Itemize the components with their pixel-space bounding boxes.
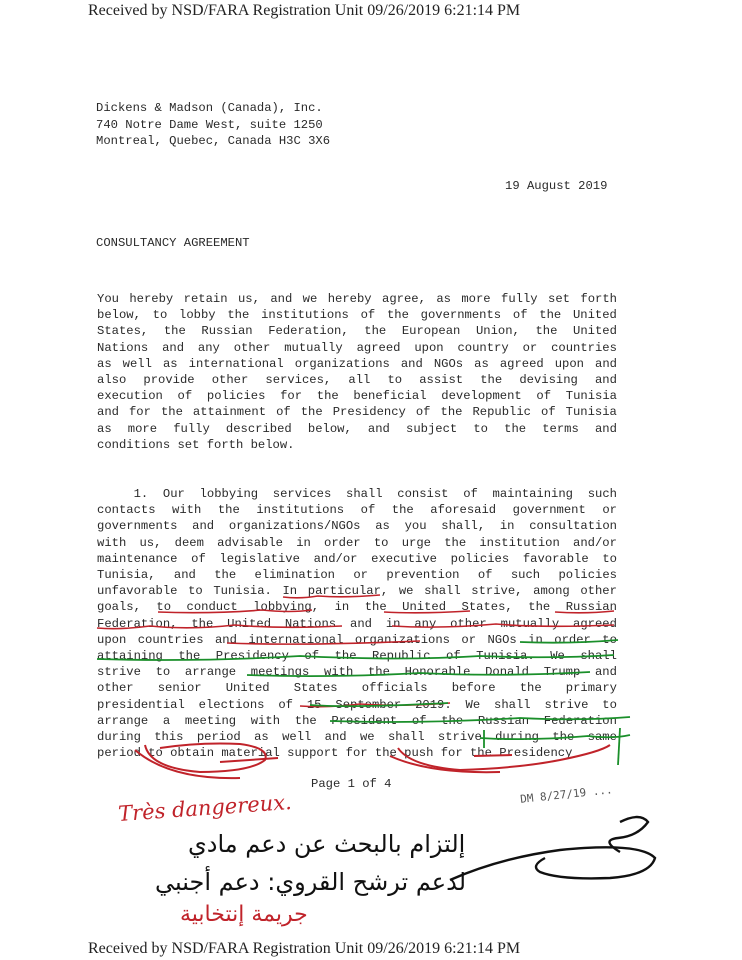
word: other: [97, 681, 134, 696]
word: of: [360, 308, 376, 323]
word: United: [402, 600, 447, 615]
word: consist: [397, 487, 449, 501]
word: agreed: [499, 356, 544, 371]
word: this: [154, 730, 184, 745]
word: Russian: [477, 713, 530, 728]
word: Russian: [201, 324, 253, 339]
word: the: [519, 681, 542, 696]
word: goals,: [97, 600, 141, 615]
word: lobby: [179, 308, 216, 323]
word: the: [552, 730, 575, 745]
word: during: [97, 730, 141, 745]
word: of: [411, 713, 427, 728]
word: such: [587, 487, 617, 501]
word: Nations: [97, 340, 149, 355]
word: or: [522, 340, 538, 355]
word: execution: [97, 389, 163, 404]
word: the: [191, 616, 214, 631]
word: Union,: [475, 324, 520, 339]
word: the: [386, 308, 409, 323]
word: consultation: [529, 519, 617, 534]
word: strive: [97, 665, 141, 680]
word: us,: [237, 292, 260, 306]
word: you: [404, 519, 427, 534]
word: the: [528, 600, 551, 615]
word: the: [444, 535, 467, 550]
word: more: [127, 421, 158, 436]
word: organizations: [294, 356, 390, 371]
handwritten-note-french: Très dangereux.: [117, 789, 293, 827]
word: such: [510, 568, 541, 583]
page-number: Page 1 of 4: [311, 777, 392, 791]
word: 2019.: [415, 697, 452, 712]
handwritten-note-arabic-2: لدعم ترشح القروي: دعم أجنبي: [155, 868, 467, 896]
word: President: [331, 713, 398, 728]
word: strive,: [471, 584, 523, 599]
word: well: [282, 730, 312, 745]
word: contacts: [97, 503, 156, 518]
word: Honorable: [404, 665, 471, 680]
word: the: [391, 503, 414, 518]
word: and: [192, 519, 215, 534]
word: the: [535, 324, 558, 339]
word: or: [353, 568, 368, 583]
word: to: [152, 308, 168, 323]
word: United: [225, 681, 270, 696]
word: and: [270, 292, 293, 306]
word: before: [451, 681, 496, 696]
word: and: [367, 421, 390, 436]
word: the: [294, 713, 317, 728]
word: agreed: [573, 616, 617, 631]
address-line-3: Montreal, Quebec, Canada H3C 3X6: [96, 134, 331, 148]
word: deem: [174, 535, 204, 550]
word: 1.: [97, 487, 149, 501]
word: to: [156, 600, 172, 615]
word: we: [398, 584, 414, 599]
word: arrange: [97, 713, 149, 728]
word: elections: [198, 697, 265, 712]
word: of: [512, 308, 528, 323]
paragraph2-line: period to obtain material support for the push for the Presidency: [97, 746, 573, 761]
word: in: [296, 535, 311, 550]
word: provide: [143, 373, 195, 388]
signature-mark: [450, 817, 655, 880]
word: fully: [173, 421, 210, 436]
word: meeting: [184, 713, 237, 728]
word: international: [248, 632, 344, 647]
word: and: [214, 632, 237, 647]
word: or: [602, 503, 617, 518]
word: the: [178, 649, 201, 664]
word: prevention: [386, 568, 460, 583]
word: retain: [183, 292, 228, 306]
word: aforesaid: [430, 503, 497, 518]
word: the: [441, 713, 464, 728]
word: also: [97, 373, 127, 388]
agreement-date: 19 August 2019: [505, 179, 608, 193]
word: Federation: [543, 713, 617, 728]
word: with: [324, 665, 354, 680]
word: the: [504, 421, 527, 436]
word: all: [348, 373, 371, 388]
word: as: [162, 356, 178, 371]
word: other: [211, 373, 249, 388]
word: organizations: [354, 632, 450, 647]
word: 15: [306, 697, 322, 712]
word: urge: [401, 535, 431, 550]
word: mutually: [500, 616, 560, 631]
word: the: [364, 324, 387, 339]
word: European: [401, 324, 461, 339]
word: Russian: [565, 600, 617, 615]
address-line-2: 740 Notre Dame West, suite 1250: [96, 117, 323, 132]
word: particular,: [307, 584, 389, 599]
handwritten-note-arabic-1: إلتزام بالبحث عن دعم مادي: [188, 830, 466, 858]
word: agreed: [356, 340, 401, 355]
word: policies: [558, 568, 617, 583]
word: the: [334, 649, 357, 664]
word: beneficial: [353, 389, 427, 404]
word: with: [250, 713, 281, 728]
fara-received-stamp-bottom: Received by NSD/FARA Registration Unit 09/26/2019 6:21:14 PM: [88, 940, 521, 957]
word: of: [536, 389, 552, 404]
word: countries: [137, 632, 204, 647]
word: the: [214, 568, 237, 583]
word: upon: [97, 632, 127, 647]
word: and: [173, 568, 196, 583]
word: to: [373, 535, 389, 550]
word: presidential: [97, 697, 185, 712]
word: in: [528, 632, 543, 647]
word: September: [335, 697, 402, 712]
word: the: [160, 405, 183, 420]
word: as: [474, 356, 489, 371]
word: of: [304, 649, 320, 664]
word: NGOs: [487, 632, 517, 647]
word: the: [480, 373, 503, 388]
word: United: [572, 308, 617, 323]
word: senior: [157, 681, 202, 696]
word: with: [97, 535, 127, 550]
word: and/or: [573, 535, 617, 550]
word: Tunisia.: [213, 584, 272, 599]
word: or: [461, 632, 477, 647]
word: country: [457, 340, 509, 355]
word: Nations: [284, 616, 337, 631]
word: during: [495, 730, 539, 745]
word: below,: [97, 308, 141, 323]
word: legislative: [219, 551, 300, 566]
word: in: [385, 616, 401, 631]
word: services: [272, 487, 332, 501]
word: in: [499, 519, 515, 534]
word: international: [188, 356, 284, 371]
word: the: [300, 405, 323, 420]
word: of: [177, 389, 193, 404]
word: well: [122, 356, 152, 371]
word: as: [375, 519, 390, 534]
red-circled-phrases: [135, 744, 610, 779]
fara-received-stamp-top: Received by NSD/FARA Registration Unit 09/26/2019 6:21:14 PM: [88, 2, 521, 19]
word: policies: [206, 389, 266, 404]
word: Federation,: [268, 324, 349, 339]
word: other: [580, 584, 617, 599]
word: and/or: [313, 551, 358, 566]
word: United: [227, 616, 272, 631]
word: Our: [162, 487, 185, 501]
word: strive: [544, 697, 589, 712]
word: of: [191, 551, 206, 566]
word: upon: [554, 356, 584, 371]
word: hereby: [327, 292, 372, 306]
word: among: [533, 584, 570, 599]
word: You: [97, 292, 119, 306]
word: primary: [565, 681, 617, 696]
word: to: [602, 697, 617, 712]
word: of: [278, 697, 293, 712]
word: other: [450, 616, 487, 631]
word: forth: [580, 292, 617, 306]
word: devising: [519, 373, 578, 388]
word: We: [550, 649, 565, 664]
red-underlines: [97, 595, 614, 707]
word: period: [196, 730, 241, 745]
word: upon: [414, 340, 444, 355]
word: attaining: [97, 649, 163, 664]
word: below,: [307, 421, 352, 436]
word: the: [227, 308, 250, 323]
word: attainment: [192, 405, 267, 420]
word: terms: [542, 421, 579, 436]
word: We: [465, 697, 481, 712]
word: as: [254, 730, 269, 745]
word: of: [360, 503, 376, 518]
word: countries: [551, 340, 617, 355]
word: Tunisia: [565, 405, 617, 420]
word: as: [97, 421, 112, 436]
word: maintaining: [492, 487, 573, 501]
word: and: [97, 405, 119, 420]
word: Donald: [485, 665, 529, 680]
word: shall,: [441, 519, 486, 534]
word: of: [276, 405, 291, 420]
word: any: [414, 616, 437, 631]
word: of: [415, 405, 431, 420]
word: institutions: [256, 503, 345, 518]
word: mutually: [284, 340, 343, 355]
word: advisable: [217, 535, 283, 550]
address-line-1: Dickens & Madson (Canada), Inc.: [96, 101, 323, 115]
word: In: [282, 584, 298, 599]
word: maintenance: [97, 551, 178, 566]
word: policies: [450, 551, 510, 566]
document-heading: CONSULTANCY AGREEMENT: [96, 236, 250, 250]
word: lobbying,: [253, 600, 320, 615]
word: arrange: [184, 665, 237, 680]
word: and: [324, 730, 347, 745]
word: conduct: [186, 600, 238, 615]
word: the: [539, 308, 562, 323]
word: Presidency: [332, 405, 406, 420]
word: to: [602, 632, 617, 647]
word: to: [602, 551, 617, 566]
word: government: [512, 503, 586, 518]
word: of: [541, 405, 556, 420]
word: executive: [371, 551, 437, 566]
word: Tunisia.: [476, 649, 535, 664]
word: officials: [361, 681, 428, 696]
word: order: [554, 632, 591, 647]
word: of: [477, 568, 493, 583]
word: the: [367, 665, 390, 680]
word: Tunisia: [565, 389, 617, 404]
word: and: [595, 356, 617, 371]
handwritten-initials: DM 8/27/19 ...: [519, 783, 614, 806]
word: as: [97, 356, 112, 371]
word: States: [293, 681, 338, 696]
word: to: [387, 373, 403, 388]
word: organizations/NGOs: [228, 519, 361, 534]
word: to: [473, 421, 488, 436]
word: NGOs: [433, 356, 464, 371]
word: favorable: [522, 551, 589, 566]
word: United: [573, 324, 617, 339]
word: and: [400, 356, 423, 371]
word: governments: [420, 308, 502, 323]
word: agree,: [382, 292, 426, 306]
word: development: [441, 389, 522, 404]
word: and: [162, 340, 185, 355]
word: shall: [580, 649, 617, 664]
word: strive: [437, 730, 482, 745]
word: States,: [461, 600, 513, 615]
word: Republic: [472, 405, 531, 420]
word: Presidency: [215, 649, 289, 664]
word: institution: [479, 535, 560, 550]
word: set: [548, 292, 570, 306]
word: to: [188, 584, 203, 599]
word: the: [163, 324, 186, 339]
paragraph1-line: conditions set forth below.: [97, 437, 295, 452]
word: with: [172, 503, 202, 518]
word: shall: [346, 487, 383, 501]
word: and: [594, 373, 617, 388]
word: of: [463, 487, 478, 501]
word: States,: [97, 324, 149, 339]
word: the: [217, 503, 240, 518]
word: same: [587, 730, 617, 745]
word: us,: [139, 535, 162, 550]
word: more: [461, 292, 491, 306]
word: in: [334, 600, 350, 615]
word: Federation,: [97, 616, 178, 631]
word: shall: [494, 697, 531, 712]
word: we: [359, 730, 375, 745]
word: and: [350, 616, 372, 631]
word: order: [324, 535, 361, 550]
word: Tunisia,: [97, 568, 156, 583]
word: Trump: [543, 665, 581, 680]
word: unfavorable: [97, 584, 178, 599]
word: Republic: [372, 649, 431, 664]
word: other: [233, 340, 271, 355]
word: and: [594, 665, 617, 680]
word: fully: [501, 292, 538, 306]
word: subject: [406, 421, 458, 436]
word: shall: [424, 584, 461, 599]
word: for: [128, 405, 151, 420]
word: to: [155, 665, 171, 680]
word: described: [225, 421, 292, 436]
word: the: [316, 389, 339, 404]
word: as: [436, 292, 451, 306]
word: a: [162, 713, 171, 728]
word: meetings: [250, 665, 310, 680]
word: services,: [265, 373, 332, 388]
word: the: [440, 405, 463, 420]
word: the: [364, 600, 387, 615]
handwritten-note-arabic-3: جريمة إنتخابية: [180, 902, 308, 927]
word: we: [302, 292, 318, 306]
word: lobbying: [199, 487, 259, 501]
word: of: [446, 649, 461, 664]
word: for: [280, 389, 303, 404]
word: any: [197, 340, 220, 355]
word: assist: [419, 373, 464, 388]
word: institutions: [261, 308, 349, 323]
word: elimination: [254, 568, 335, 583]
word: hereby: [129, 292, 174, 306]
word: shall: [387, 730, 425, 745]
word: and: [594, 421, 617, 436]
word: governments: [97, 519, 178, 534]
